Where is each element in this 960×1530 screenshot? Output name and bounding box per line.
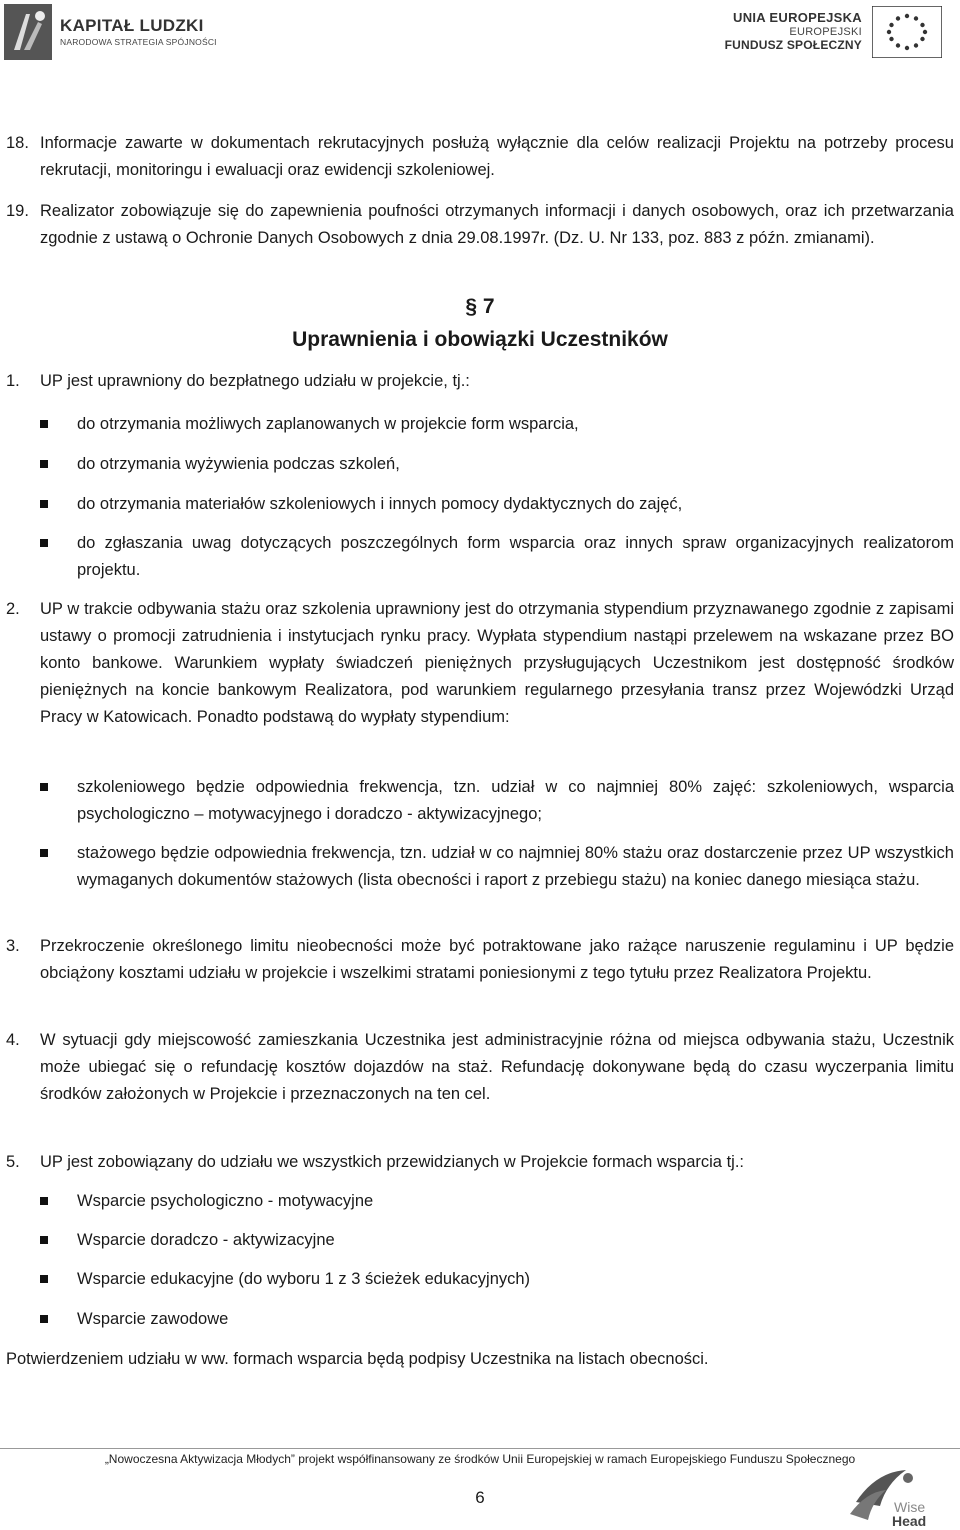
bullet-text: Wsparcie zawodowe — [77, 1310, 229, 1328]
bullet-text: szkoleniowego będzie odpowiednia frekwencja, tzn. udział w co najmniej 80% zajęć: szkoleniowych, wsparcia psychologiczno – motywacyjnego i doradczo - aktywizacyjnego; — [77, 778, 954, 823]
square-bullet-icon — [40, 1275, 48, 1283]
point-2 — [0, 596, 960, 731]
page-header — [0, 0, 960, 80]
point-3 — [0, 933, 960, 987]
item-number: 19. — [6, 202, 29, 220]
point-4 — [0, 1027, 960, 1108]
item-text: UP w trakcie odbywania stażu oraz szkolenia uprawniony jest do otrzymania stypendium przyznawanego zgodnie z zapisami ustawy o promocji zatrudnienia i instytucjach rynku pracy. Wypłata stypendium nastąpi przelewem na wskazane przez BO konto bankowe. Warunkiem wypłaty świadczeń pieniężnych przysługujących Uczestnikom jest dostępność środków pieniężnych na koncie bankowym Realizatora, pod warunkiem regularnego przesyłania transz przez Wojewódzki Urząd Pracy w Katowicach. Ponadto podstawą do wypłaty stypendium: — [40, 600, 954, 726]
eu-flag-icon — [872, 6, 942, 58]
bullet-item — [0, 1227, 960, 1254]
eu-line-2: EUROPEJSKI — [789, 26, 862, 39]
wise-head-logo-icon — [846, 1462, 936, 1528]
kapital-ludzki-title: KAPITAŁ LUDZKI — [60, 15, 204, 35]
footer-text: „Nowoczesna Aktywizacja Młodych” projekt współfinansowany ze środków Unii Europejskiej w ramach Europejskiego Funduszu Społecznego — [104, 1452, 856, 1466]
bullet-item — [0, 530, 960, 584]
square-bullet-icon — [40, 460, 48, 468]
point-5 — [0, 1149, 960, 1176]
bullet-item — [0, 451, 960, 478]
footer-divider — [0, 1448, 960, 1449]
section-title: Uprawnienia i obowiązki Uczestników — [292, 328, 668, 351]
square-bullet-icon — [40, 783, 48, 791]
closing-text: Potwierdzeniem udziału w ww. formach wsparcia będą podpisy Uczestnika na listach obecności. — [6, 1350, 709, 1368]
list-item-18 — [0, 130, 960, 184]
item-number: 3. — [6, 937, 20, 955]
bullet-item — [0, 1188, 960, 1215]
point-1 — [0, 368, 960, 395]
bullet-text: Wsparcie psychologiczno - motywacyjne — [77, 1192, 374, 1210]
item-text: W sytuacji gdy miejscowość zamieszkania Uczestnika jest administracyjnie różna od miejsca odbywania stażu, Uczestnik może ubiegać się o refundację kosztów dojazdów na staż. Refundację dokonywane będą do czasu wyczerpania limitu środków założonych w Projekcie i przeznaczonych na ten cel. — [40, 1031, 954, 1103]
item-number: 18. — [6, 134, 29, 152]
kapital-ludzki-logo — [4, 4, 217, 60]
bullet-item — [0, 1266, 960, 1293]
eu-line-1: UNIA EUROPEJSKA — [733, 10, 862, 26]
square-bullet-icon — [40, 420, 48, 428]
bullet-text: do otrzymania możliwych zaplanowanych w projekcie form wsparcia, — [77, 415, 579, 433]
item-number: 4. — [6, 1031, 20, 1049]
svg-text:Head: Head — [892, 1513, 927, 1528]
page-number: 6 — [475, 1488, 485, 1507]
item-number: 1. — [6, 372, 20, 390]
item-text: UP jest uprawniony do bezpłatnego udziału w projekcie, tj.: — [40, 372, 470, 390]
square-bullet-icon — [40, 1236, 48, 1244]
bullet-item — [0, 774, 960, 828]
square-bullet-icon — [40, 1315, 48, 1323]
bullet-text: Wsparcie edukacyjne (do wyboru 1 z 3 ścieżek edukacyjnych) — [77, 1270, 531, 1288]
square-bullet-icon — [40, 539, 48, 547]
bullet-item — [0, 840, 960, 894]
closing-statement — [0, 1346, 960, 1373]
item-number: 2. — [6, 600, 20, 618]
item-number: 5. — [6, 1153, 20, 1171]
svg-text:Wise: Wise — [894, 1499, 926, 1515]
bullet-text: Wsparcie doradczo - aktywizacyjne — [77, 1231, 335, 1249]
kapital-ludzki-emblem-icon — [4, 4, 52, 60]
square-bullet-icon — [40, 849, 48, 857]
bullet-text: stażowego będzie odpowiednia frekwencja, tzn. udział w co najmniej 80% stażu oraz dostarczenie przez UP wszystkich wymaganych dokumentów stażowych (lista obecności i raport z przebiegu stażu) na koniec danego miesiąca stażu. — [77, 844, 954, 889]
bullet-item — [0, 491, 960, 518]
item-text: Informacje zawarte w dokumentach rekrutacyjnych posłużą wyłącznie dla celów realizacji Projektu na potrzeby procesu rekrutacji, monitoringu i ewaluacji oraz ewidencji szkoleniowej. — [40, 134, 954, 179]
item-text: UP jest zobowiązany do udziału we wszystkich przewidzianych w Projekcie formach wsparcia tj.: — [40, 1153, 744, 1171]
item-text: Przekroczenie określonego limitu nieobecności może być potraktowane jako rażące naruszenie regulaminu i UP będzie obciążony kosztami udziału w projekcie i wszelkimi stratami poniesionymi z tego tytułu przez Realizatora Projektu. — [40, 937, 954, 982]
bullet-item — [0, 1306, 960, 1333]
item-text: Realizator zobowiązuje się do zapewnienia poufności otrzymanych informacji i danych osobowych, oraz ich przetwarzania zgodnie z ustawą o Ochronie Danych Osobowych z dnia 29.08.1997r. (Dz. U. Nr 133, poz. 883 z późn. zmianami). — [40, 202, 954, 247]
list-item-19 — [0, 198, 960, 252]
bullet-text: do otrzymania wyżywienia podczas szkoleń, — [77, 455, 400, 473]
bullet-text: do otrzymania materiałów szkoleniowych i innych pomocy dydaktycznych do zajęć, — [77, 495, 683, 513]
eu-line-3: FUNDUSZ SPOŁECZNY — [724, 37, 862, 52]
kapital-ludzki-subtitle: NARODOWA STRATEGIA SPÓJNOŚCI — [60, 36, 217, 47]
square-bullet-icon — [40, 1197, 48, 1205]
bullet-item — [0, 411, 960, 438]
eu-logo — [725, 6, 942, 58]
square-bullet-icon — [40, 500, 48, 508]
bullet-text: do zgłaszania uwag dotyczących poszczególnych form wsparcia oraz innych spraw organizacyjnych realizatorom projektu. — [77, 534, 954, 579]
section-paragraph-mark: § 7 — [465, 295, 495, 318]
